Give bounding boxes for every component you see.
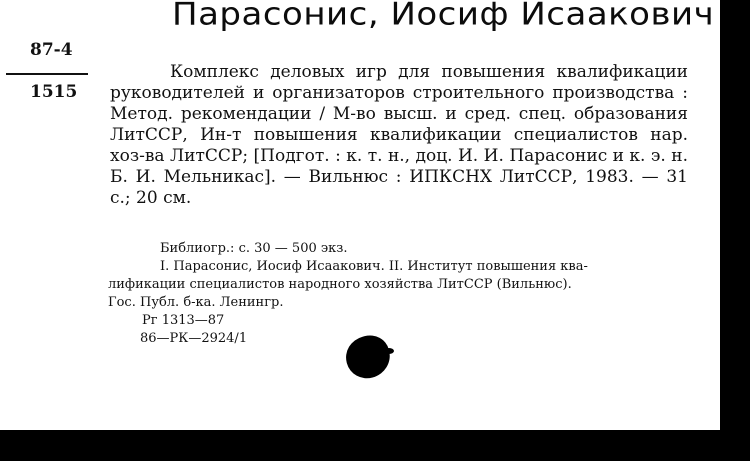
shelf-mark-bottom: 1515 bbox=[30, 82, 78, 102]
card-edge-shadow bbox=[720, 0, 750, 430]
tracing-line-2: лификации специалистов народного хозяйства ЛитССР (Вильнюс). bbox=[108, 277, 572, 292]
registration-number-2: 86—РК—2924/1 bbox=[140, 331, 248, 346]
registration-number-1: Рг 1313—87 bbox=[142, 313, 225, 328]
shelf-mark-top: 87-4 bbox=[30, 40, 73, 60]
bibliographic-description: Комплекс деловых игр для повышения квалификации руководителей и организаторов строительного производства : Метод. рекомендации / М-во высш. и сред. спец. образования ЛитССР, Ин-т повышения квалификации специалистов нар. хоз-ва ЛитССР; [Подгот. : к. т. н., доц. И. И. Парасонис и к. э. н. Б. И. Мельникас]. — Вильнюс : ИПКСНХ ЛитССР, 1983. — 31 с.; 20 см. bbox=[110, 62, 688, 208]
tracing-line-1: I. Парасонис, Иосиф Исаакович. II. Институт повышения ква- bbox=[160, 259, 588, 274]
handwritten-author-heading: Парасонис, Иосиф Исаакович bbox=[172, 0, 715, 33]
bibliography-note: Библиогр.: с. 30 — 500 экз. bbox=[160, 241, 348, 256]
shelf-mark-divider bbox=[6, 73, 88, 75]
card-notes bbox=[108, 240, 693, 348]
ink-blot-tip bbox=[384, 348, 394, 354]
publisher-note: Гос. Публ. б-ка. Ленингр. bbox=[108, 295, 284, 310]
